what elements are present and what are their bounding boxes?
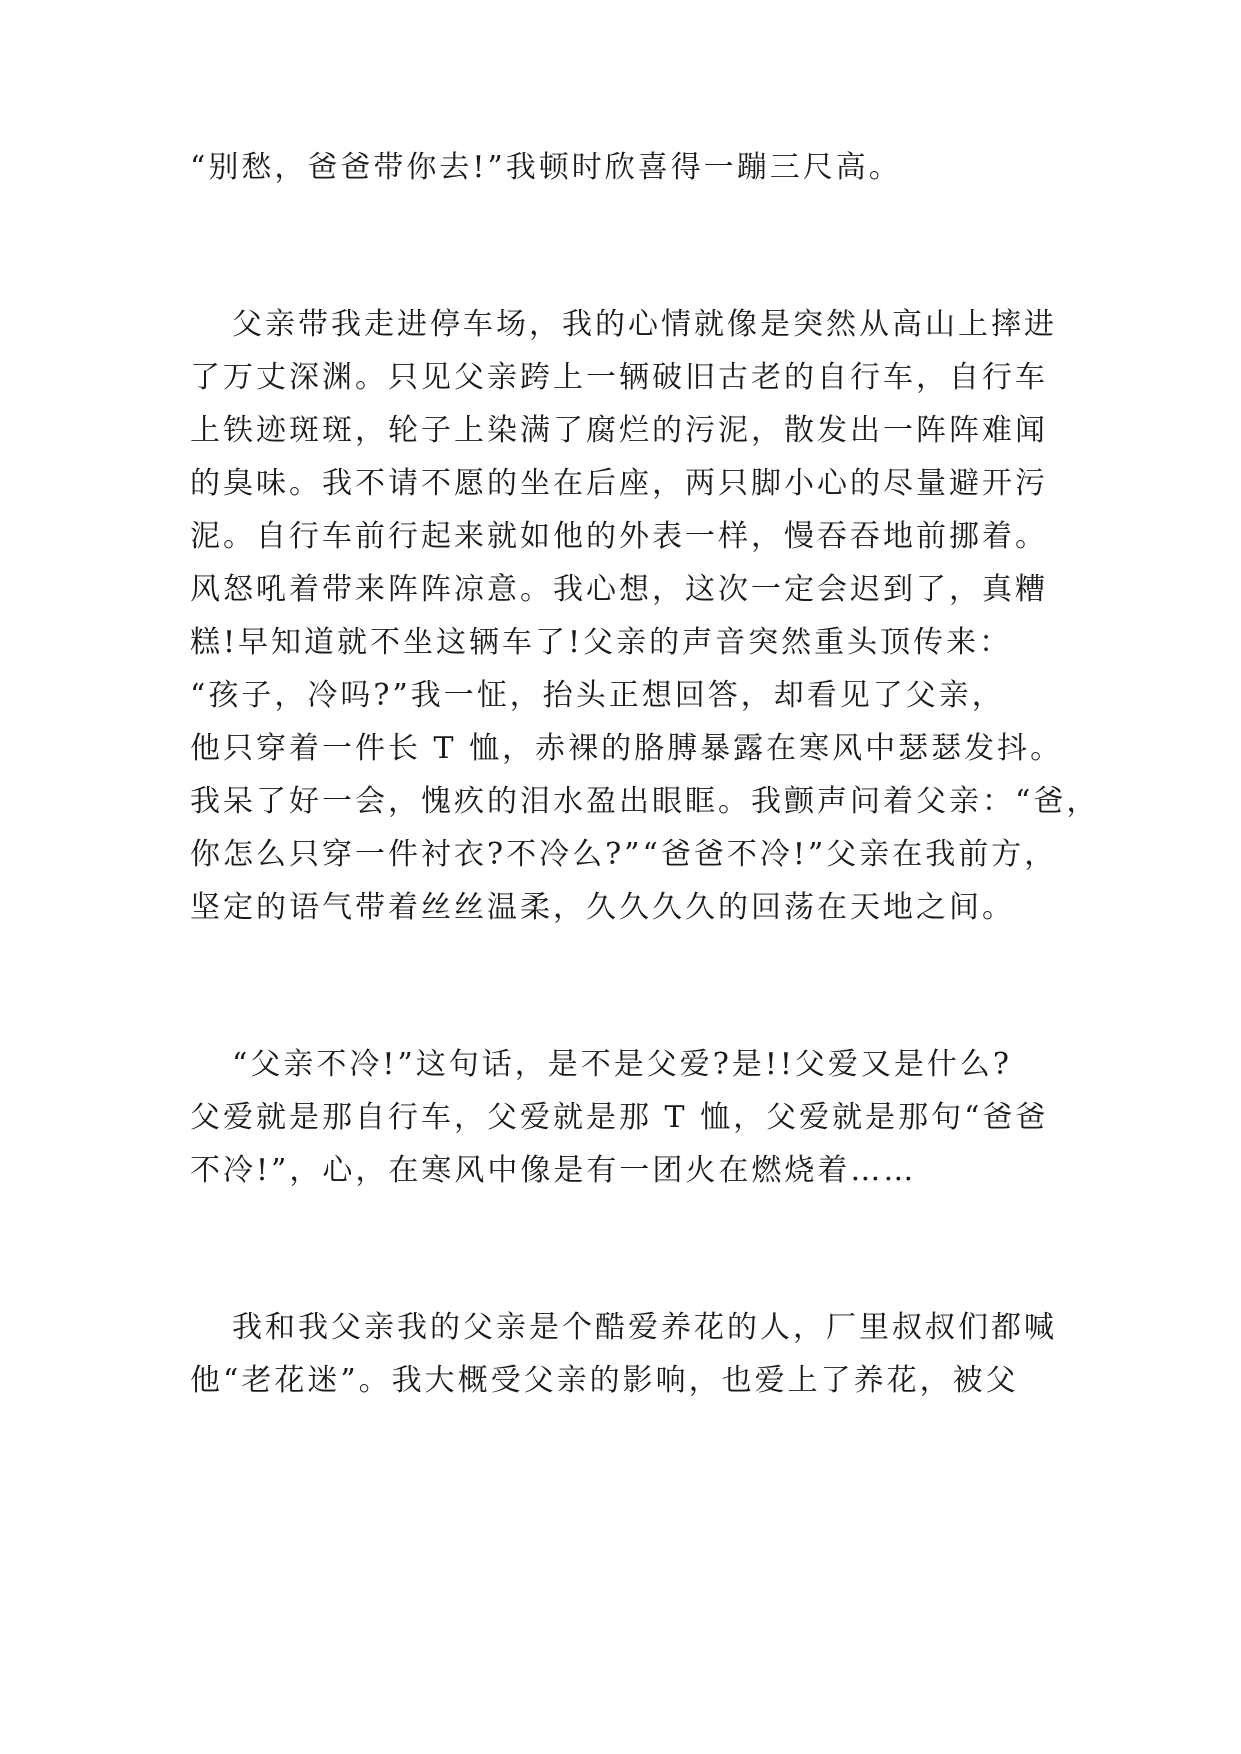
text-line: 我和我父亲我的父亲是个酷爱养花的人，厂里叔叔们都喊	[232, 1310, 1057, 1345]
text-line: 他只穿着一件长 T 恤，赤裸的胳膊暴露在寒风中瑟瑟发抖。	[190, 731, 1064, 766]
text-line: “孩子，冷吗?”我一怔，抬头正想回答，却看见了父亲，	[190, 678, 1005, 713]
text-line: 我呆了好一会，愧疚的泪水盈出眼眶。我颤声问着父亲：“爸，	[190, 784, 1100, 819]
text-line: 的臭味。我不请不愿的坐在后座，两只脚小心的尽量避开污	[190, 466, 1048, 501]
text-line: 风怒吼着带来阵阵凉意。我心想，这次一定会迟到了，真糟	[190, 572, 1048, 607]
text-line: 父爱就是那自行车，父爱就是那 T 恤，父爱就是那句“爸爸	[190, 1100, 1049, 1135]
text-line: 糕!早知道就不坐这辆车了!父亲的声音突然重头顶传来：	[190, 625, 1013, 660]
text-line: 了万丈深渊。只见父亲跨上一辆破旧古老的自行车，自行车	[190, 360, 1048, 395]
text-line: “别愁，爸爸带你去!”我顿时欣喜得一蹦三尺高。	[190, 150, 902, 185]
text-line: 父亲带我走进停车场，我的心情就像是突然从高山上摔进	[232, 307, 1057, 342]
text-line: 他“老花迷”。我大概受父亲的影响，也爱上了养花，被父	[190, 1363, 1019, 1398]
text-line: “父亲不冷!”这句话，是不是父爱?是!!父爱又是什么?	[232, 1047, 1013, 1082]
text-line: 你怎么只穿一件衬衣?不冷么?”“爸爸不冷!”父亲在我前方，	[190, 837, 1058, 872]
text-line: 泥。自行车前行起来就如他的外表一样，慢吞吞地前挪着。	[190, 519, 1048, 554]
text-line: 不冷!”，心，在寒风中像是有一团火在燃烧着……	[190, 1153, 917, 1188]
text-line: 上铁迹斑斑，轮子上染满了腐烂的污泥，散发出一阵阵难闻	[190, 413, 1048, 448]
text-line: 坚定的语气带着丝丝温柔，久久久久的回荡在天地之间。	[190, 890, 1015, 925]
